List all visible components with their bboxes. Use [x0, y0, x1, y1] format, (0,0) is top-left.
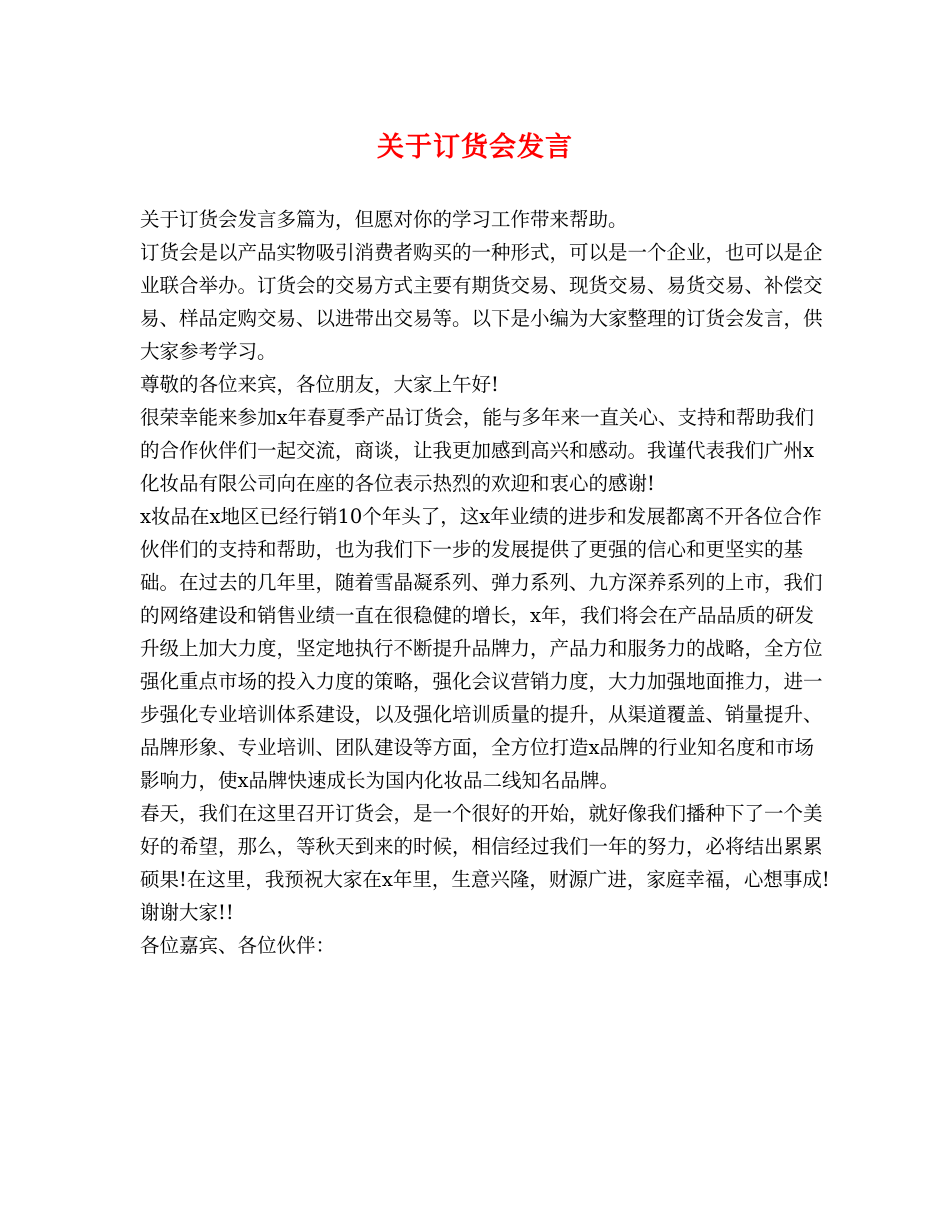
paragraph-spring: 春天，我们在这里召开订货会，是一个很好的开始，就好像我们播种下了一个美好的希望，那么，等秋天到来的时候，相信经过我们一年的努力，必将结出累累硕果!在这里，我预祝大家在x年里，生意兴隆，财源广进，家庭幸福，心想事成!谢谢大家!! — [140, 802, 830, 924]
paragraph-salutation: 各位嘉宾、各位伙伴： — [140, 934, 336, 957]
paragraph-greeting: 尊敬的各位来宾，各位朋友，大家上午好! — [140, 373, 499, 396]
document-title: 关于订货会发言 — [377, 132, 573, 163]
paragraph-intro: 关于订货会发言多篇为，但愿对你的学习工作带来帮助。 — [140, 208, 628, 231]
document-body — [140, 203, 830, 962]
paragraph-welcome: 很荣幸能来参加x年春夏季产品订货会，能与多年来一直关心、支持和帮助我们的合作伙伴们一起交流，商谈，让我更加感到高兴和感动。我谨代表我们广州x化妆品有限公司向在座的各位表示热烈的欢迎和衷心的感谢! — [140, 406, 814, 495]
paragraph-development: x妆品在x地区已经行销10个年头了，这x年业绩的进步和发展都离不开各位合作伙伴们的支持和帮助，也为我们下一步的发展提供了更强的信心和更坚实的基础。在过去的几年里，随着雪晶凝系列、弹力系列、九方深养系列的上市，我们的网络建设和销售业绩一直在很稳健的增长，x年，我们将会在产品品质的研发升级上加大力度，坚定地执行不断提升品牌力，产品力和服务力的战略，全方位强化重点市场的投入力度的策略，强化会议营销力度，大力加强地面推力，进一步强化专业培训体系建设，以及强化培训质量的提升，从渠道覆盖、销量提升、品牌形象、专业培训、团队建设等方面，全方位打造x品牌的行业知名度和市场影响力，使x品牌快速成长为国内化妆品二线知名品牌。 — [140, 505, 823, 792]
paragraph-definition: 订货会是以产品实物吸引消费者购买的一种形式，可以是一个企业，也可以是企业联合举办。订货会的交易方式主要有期货交易、现货交易、易货交易、补偿交易、样品定购交易、以进带出交易等。以下是小编为大家整理的订货会发言，供大家参考学习。 — [140, 241, 823, 363]
